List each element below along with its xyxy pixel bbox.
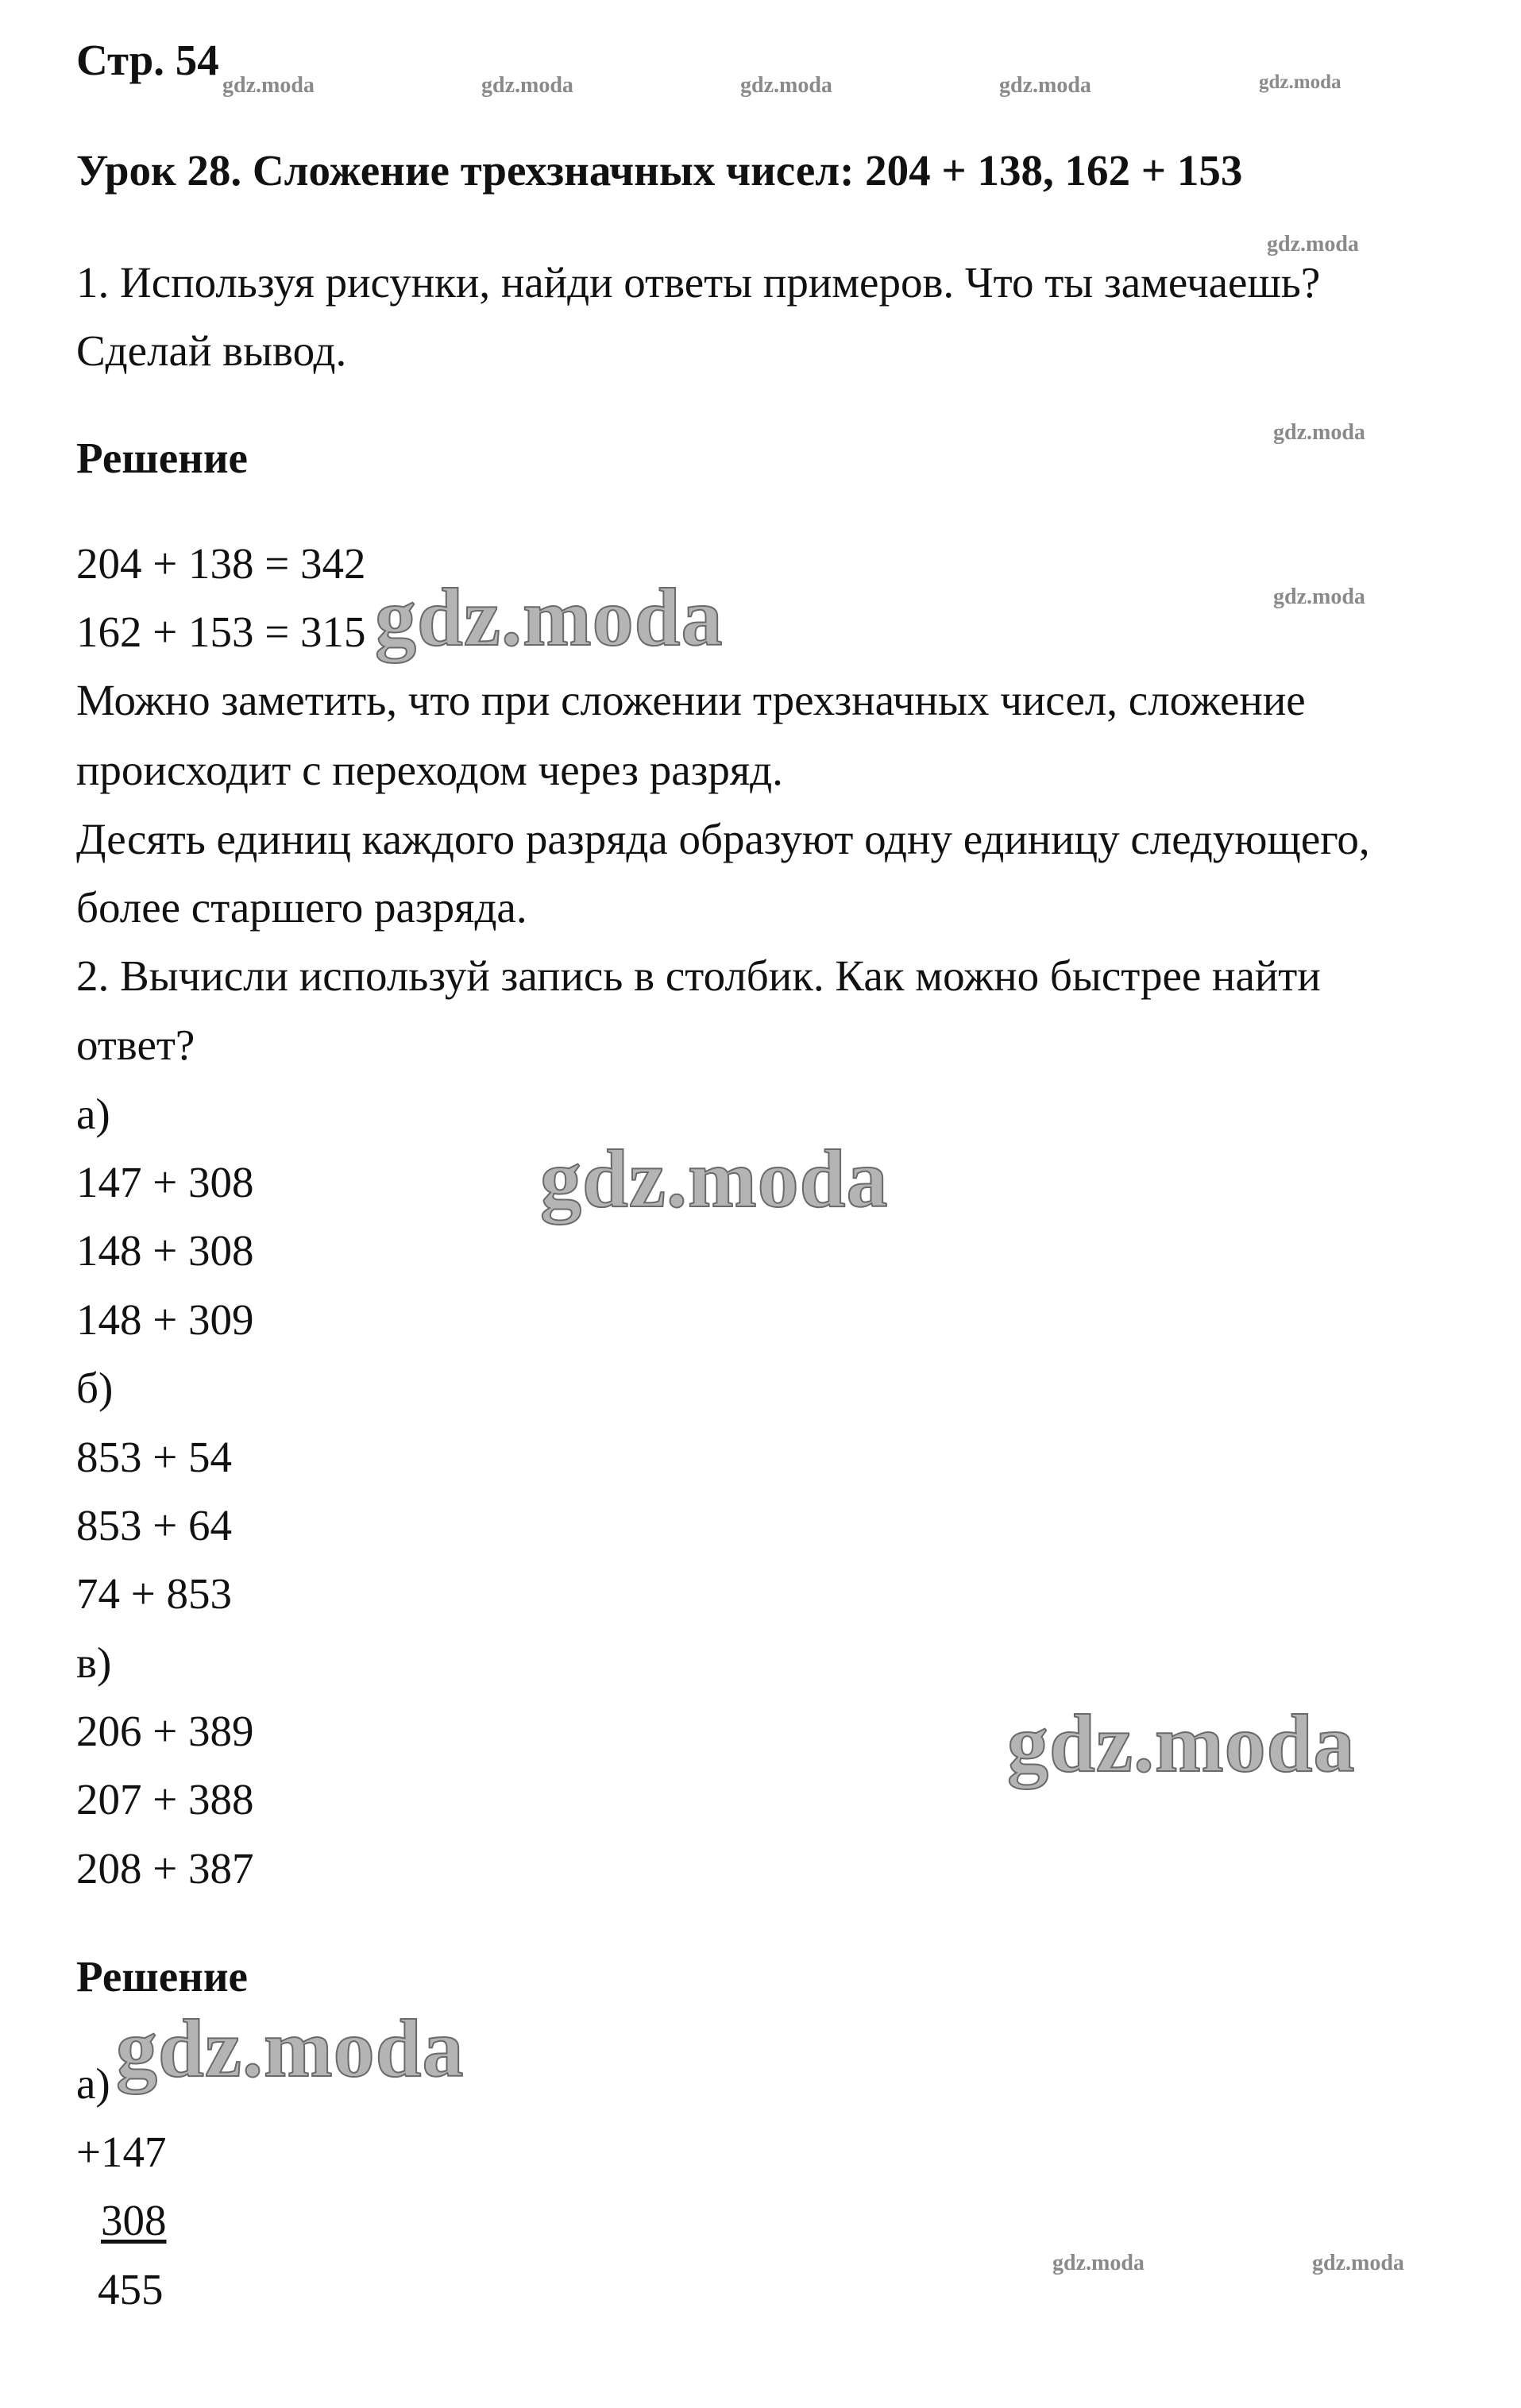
watermark-large: gdz.moda xyxy=(540,1133,889,1225)
group-c-label: в) xyxy=(76,1638,112,1687)
task1-conclusion-line3: Десять единиц каждого разряда образуют одну единицу следующего, xyxy=(76,815,1370,863)
solution-a-label: а) xyxy=(76,2059,110,2108)
group-a-example: 148 + 308 xyxy=(76,1226,254,1275)
watermark: gdz.moda xyxy=(999,73,1091,98)
group-b-label: б) xyxy=(76,1364,114,1412)
group-c-example: 206 + 389 xyxy=(76,1707,254,1755)
watermark: gdz.moda xyxy=(1312,2251,1404,2275)
watermark: gdz.moda xyxy=(1259,71,1341,93)
task1-solution-heading: Решение xyxy=(76,434,248,482)
watermark-large: gdz.moda xyxy=(1007,1698,1356,1789)
group-a-example: 148 + 309 xyxy=(76,1295,254,1344)
watermark-large: gdz.moda xyxy=(116,2003,465,2094)
watermark-large: gdz.moda xyxy=(375,572,724,663)
group-b-example: 853 + 54 xyxy=(76,1433,233,1481)
column-addition-first-addend: +147 xyxy=(76,2128,167,2176)
task1-text-line1: 1. Используя рисунки, найди ответы примеров. Что ты замечаешь? xyxy=(76,258,1321,307)
task2-text-line1: 2. Вычисли используй запись в столбик. Как можно быстрее найти xyxy=(76,951,1321,1000)
group-b-example: 74 + 853 xyxy=(76,1569,233,1618)
watermark: gdz.moda xyxy=(1273,585,1365,609)
watermark: gdz.moda xyxy=(222,73,315,98)
task2-text-line2: ответ? xyxy=(76,1021,195,1069)
group-c-example: 208 + 387 xyxy=(76,1844,254,1893)
watermark: gdz.moda xyxy=(1273,420,1365,445)
task2-solution-heading: Решение xyxy=(76,1952,248,2001)
column-addition-result: 455 xyxy=(98,2265,164,2313)
group-b-example: 853 + 64 xyxy=(76,1501,233,1549)
watermark: gdz.moda xyxy=(481,73,573,98)
task1-equation-2: 162 + 153 = 315 xyxy=(76,608,366,656)
task1-conclusion-line4: более старшего разряда. xyxy=(76,883,527,932)
task1-equation-1: 204 + 138 = 342 xyxy=(76,539,366,588)
group-a-label: а) xyxy=(76,1090,110,1138)
watermark: gdz.moda xyxy=(1267,232,1359,257)
task1-conclusion-line2: происходит с переходом через разряд. xyxy=(76,746,783,794)
watermark: gdz.moda xyxy=(740,73,832,98)
column-addition-second-addend: 308 xyxy=(101,2196,167,2244)
group-a-example: 147 + 308 xyxy=(76,1158,254,1206)
lesson-title: Урок 28. Сложение трехзначных чисел: 204 + 138, 162 + 153 xyxy=(76,146,1243,195)
group-c-example: 207 + 388 xyxy=(76,1775,254,1823)
watermark: gdz.moda xyxy=(1052,2251,1145,2275)
page-number: Стр. 54 xyxy=(76,36,219,84)
task1-text-line2: Сделай вывод. xyxy=(76,326,347,375)
task1-conclusion-line1: Можно заметить, что при сложении трехзначных чисел, сложение xyxy=(76,676,1306,724)
